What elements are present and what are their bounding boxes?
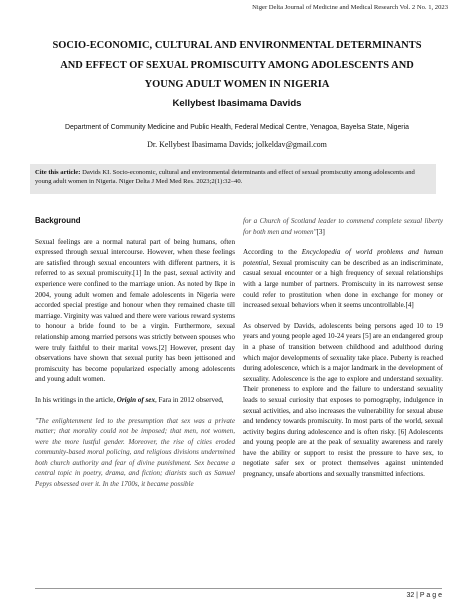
citation-box <box>30 164 436 194</box>
quote-continuation <box>243 216 443 237</box>
citation-text: Davids KI. Socio-economic, cultural and environmental determinants and effect of sexual promiscuity among adolescents and young adult women in Nigeria. Niger Delta J Med Med Res. 2023;2(1):32–40. <box>35 169 415 186</box>
promiscuity-paragraph <box>243 247 443 311</box>
corresponding-author: Dr. Kellybest Ibasimama Davids; jolkeldav@gmail.com <box>147 140 327 149</box>
title-line-3: YOUNG ADULT WOMEN IN NIGERIA <box>144 79 330 90</box>
quote-reference: [3] <box>316 227 325 236</box>
author-name: Kellybest Ibasimama Davids <box>172 98 302 109</box>
article-title <box>20 36 454 95</box>
background-paragraph-1: Sexual feelings are a normal natural part of being humans, often expressed through sexual intercourse. However, when these feelings are satisfied through sexual encounters with different partners, it is referred to as sexual promiscuity.[1] In the past, sexual activity and experience were confined to the marriage union. As noted by Ikpe in 2004, young adult women and female adolescents in Nigeria were accorded special prestige and honour when they remained chaste till marriage. Virginity was valued and there were various reward systems to honour a bride found to be a virgin. Furthermore, sexual relationship among married persons was strictly between spouses who were truly faithful to their marital vows.[2] However, present day observations have shown that sexual purity has been jettisoned and promiscuity has become popularized especially among adolescents and young adult women. <box>35 237 235 384</box>
encyclopedia-title: Encyclopedia of world problems and human potential <box>243 248 444 267</box>
title-line-2: AND EFFECT OF SEXUAL PROMISCUITY AMONG ADOLESCENTS AND <box>60 59 414 71</box>
author-affiliation: Department of Community Medicine and Public Health, Federal Medical Centre, Yenagoa, Bayelsa State, Nigeria <box>65 124 409 131</box>
title-line-1: SOCIO-ECONOMIC, CULTURAL AND ENVIRONMENTAL DETERMINANTS <box>52 40 422 51</box>
footer-divider <box>35 588 442 589</box>
section-heading-background: Background <box>35 216 81 225</box>
quote-block: "The enlightenment led to the presumption that sex was a private matter; that morality could not be imposed; that men, not women, were the more lustful gender. Moreover, the rise of cities eroded community-based moral policing, and religious divisions undermined both church authority and fear of divine punishment. Sex became a central topic in poetry, drama, and fiction; diarists such as Samuel Pepys obsessed over it. In the 1700s, it became possible <box>35 416 235 489</box>
left-column <box>35 216 235 500</box>
right-column <box>243 216 443 490</box>
p1-suffix: , Sexual promiscuity can be described as an indiscriminate, casual sexual encounter or a high frequency of sexual relationships with a large number of partners. Promiscuity in its narrowest sense could refer to prostitution when done in exchange for money or increased sexual behaviors when it seems uncontrollable.[4] <box>243 258 443 310</box>
p1-prefix: According to the <box>243 248 302 257</box>
page-number: 32 | P a g e <box>406 592 442 599</box>
quote-end: for a Church of Scotland leader to commend complete sexual liberty for both men and women" <box>243 217 443 236</box>
background-paragraph-2 <box>35 395 235 406</box>
journal-header: Niger Delta Journal of Medicine and Medical Research Vol. 2 No. 1, 2023 <box>252 4 448 11</box>
p2-suffix: , Fara in 2012 observed, <box>155 395 224 404</box>
p2-prefix: In his writings in the article, <box>35 395 117 404</box>
adolescence-paragraph: As observed by Davids, adolescents being persons aged 10 to 19 years and young people aged 10-24 years [5] are an endangered group in a phase of transition between childhood and adulthood during which major developments of sexuality take place. Puberty is reached during adolescence, which is a major landmark in the development of sexuality. Adolescence is the age to explore and understand sexuality. Their proneness to explore and the failure to understand sexuality leads to sexual curiosity that exposes to pornography, indulgence in sexual activities, and also increases the vulnerability for sexual abuse and tendency towards promiscuity. In most parts of the world, sexual activity begins during adolescence and is often risky. [6] Adolescents and young people are at the peak of sexuality awareness and rarely have the ability or support to resist the pressure to have sex, to negotiate safer sex or protect themselves against unintended pregnancy, unsafe abortions and sexually transmitted infections. <box>243 321 443 479</box>
article-reference: Origin of sex <box>116 395 155 404</box>
citation-label: Cite this article: <box>35 169 81 176</box>
